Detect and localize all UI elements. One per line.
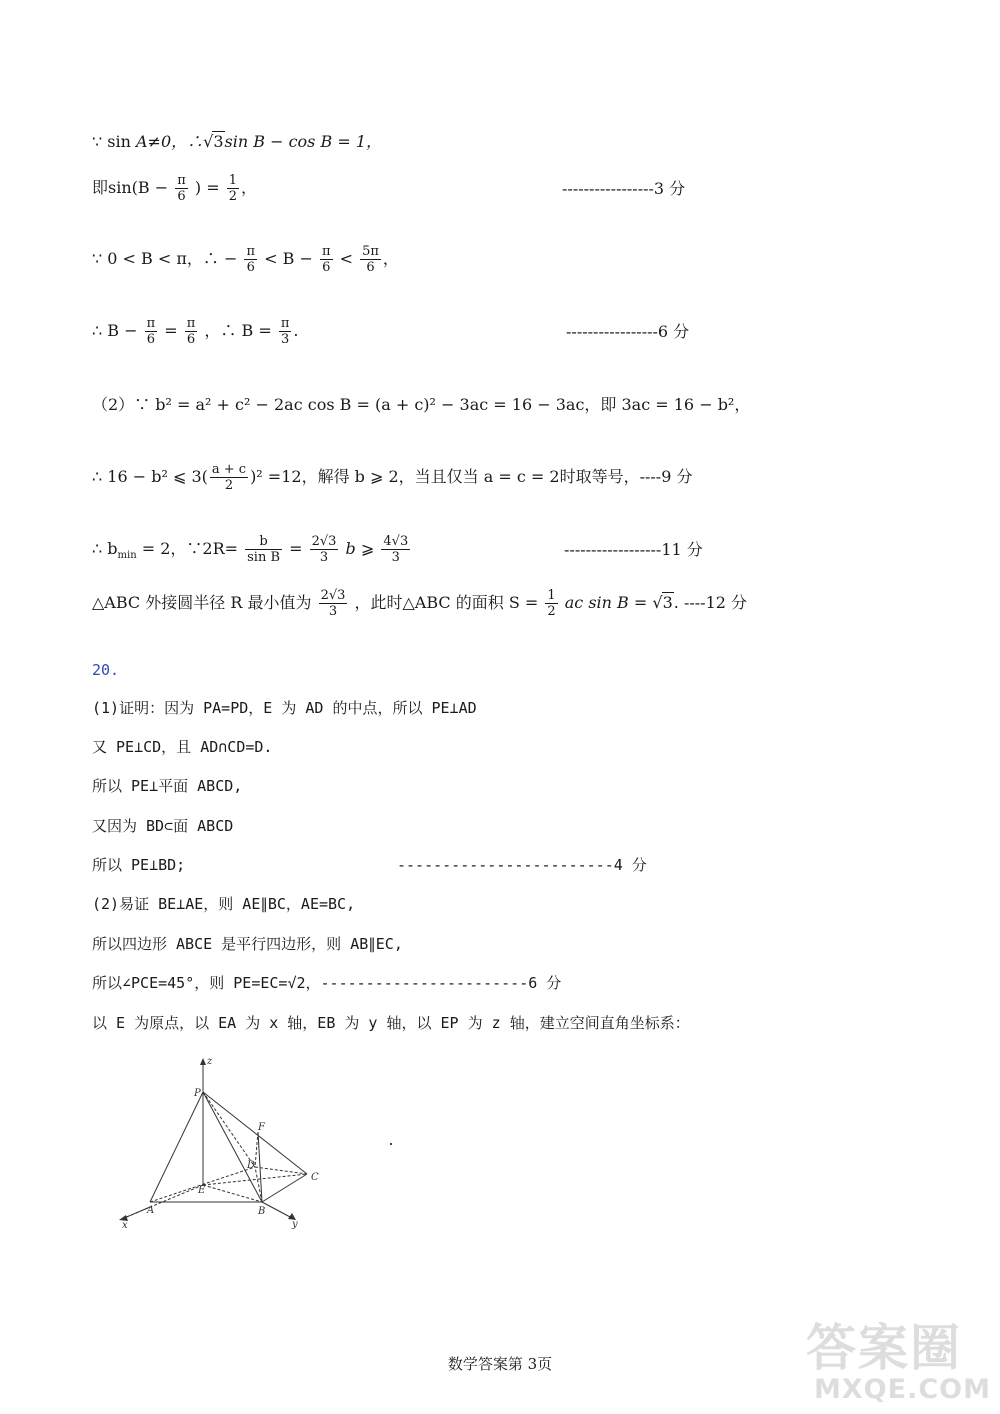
score-6: -----------------6 分 xyxy=(566,322,690,341)
text: . ----12 分 xyxy=(673,593,748,612)
q19-line-4 xyxy=(92,316,690,347)
edge-PB xyxy=(203,1092,262,1202)
label-x: x xyxy=(122,1220,128,1231)
fraction-pi-3 xyxy=(279,316,292,347)
q20-line-3: 所以 PE⊥平面 ABCD, xyxy=(92,777,243,795)
text: ∴ 16 − b² ⩽ 3( xyxy=(92,467,208,486)
numerator: π xyxy=(146,316,156,331)
fraction-pi-6 xyxy=(145,316,158,347)
text: ∵ sin xyxy=(92,132,136,151)
q19-line-6 xyxy=(92,462,692,493)
numerator: 5π xyxy=(362,244,379,259)
fraction-pi-6 xyxy=(185,316,198,347)
denominator: 6 xyxy=(186,332,196,347)
numerator: b xyxy=(245,534,282,550)
label-z: z xyxy=(207,1056,213,1067)
watermark-url: MXQE.COM xyxy=(814,1374,991,1405)
denominator: 6 xyxy=(177,189,186,204)
text: = xyxy=(164,321,178,340)
text: ac sin B = xyxy=(564,593,648,612)
edge-EB xyxy=(203,1185,262,1202)
label-B: B xyxy=(258,1206,266,1217)
label-P: P xyxy=(194,1088,201,1099)
text: ∵ 0 < B < π，∴ − xyxy=(92,249,238,268)
denominator: 2 xyxy=(228,189,237,204)
numerator: π xyxy=(186,316,196,331)
numerator: π xyxy=(321,244,331,259)
score-3: -----------------3 分 xyxy=(562,179,686,198)
text: = xyxy=(289,539,303,558)
question-number: 20. xyxy=(92,661,120,679)
z-arrow xyxy=(200,1058,206,1065)
text: ，∴ B = xyxy=(204,321,272,340)
q20-line-8 xyxy=(92,973,561,993)
sqrt-content: 3 xyxy=(213,132,224,151)
text: A≠0，∴ xyxy=(135,132,204,151)
pyramid-coordinate-figure xyxy=(110,1050,340,1235)
numerator: a + c xyxy=(211,462,247,477)
q19-line-2 xyxy=(92,173,686,204)
fraction-2sqrt3-over-3 xyxy=(319,588,348,619)
text: < xyxy=(339,249,353,268)
text: ⩾ xyxy=(360,539,375,558)
q19-line-5 xyxy=(92,395,750,415)
q19-line-3 xyxy=(92,244,399,275)
label-y: y xyxy=(292,1219,298,1230)
stray-dot xyxy=(390,1143,392,1145)
score-11: ------------------11 分 xyxy=(564,540,703,559)
score-4: ------------------------4 分 xyxy=(397,856,647,874)
text: 即sin(B − xyxy=(92,178,169,197)
fraction-2sqrt3-over-3 xyxy=(310,534,339,565)
numerator: 4√3 xyxy=(383,534,409,549)
fraction-b-over-sinB xyxy=(245,534,282,565)
fraction-pi-6 xyxy=(175,173,188,204)
page-footer: 数学答案第 3页 xyxy=(447,1355,553,1373)
q20-line-1: (1)证明：因为 PA=PD，E 为 AD 的中点，所以 PE⊥AD xyxy=(92,699,477,717)
numerator: π xyxy=(280,316,290,331)
numerator: 2√3 xyxy=(311,534,337,549)
denominator: 3 xyxy=(328,604,338,619)
q20-line-9: 以 E 为原点，以 EA 为 x 轴，EB 为 y 轴，以 EP 为 z 轴，建立空间直角坐标系： xyxy=(92,1014,690,1032)
text: ，此时△ABC 的面积 S = xyxy=(354,593,539,612)
numerator: 1 xyxy=(547,588,556,603)
edge-PA xyxy=(150,1092,203,1202)
edge-PD xyxy=(203,1092,255,1167)
text: sin B − cos B = 1， xyxy=(224,132,382,151)
q20-line-5 xyxy=(92,855,647,875)
sqrt-content: 3 xyxy=(662,593,673,612)
text: ∴ B − xyxy=(92,321,138,340)
denominator: 6 xyxy=(322,260,331,275)
numerator: 2√3 xyxy=(320,588,346,603)
label-E: E xyxy=(198,1185,206,1196)
text: 所以 PE⊥BD; xyxy=(92,856,186,874)
fraction-pi-6 xyxy=(320,244,333,275)
fraction-pi-6 xyxy=(244,244,257,275)
fraction-1-2 xyxy=(545,588,557,619)
q20-line-2: 又 PE⊥CD，且 AD∩CD=D. xyxy=(92,738,273,756)
text: 所以∠PCE=45°，则 PE=EC=√2， xyxy=(92,974,321,992)
denominator: 3 xyxy=(391,550,400,565)
denominator: 2 xyxy=(547,604,556,619)
y-axis xyxy=(262,1202,292,1218)
numerator: π xyxy=(246,244,256,259)
denominator: 6 xyxy=(246,260,255,275)
text: ∴ b xyxy=(92,539,118,558)
watermark-glyphs: 答案圈 xyxy=(806,1319,962,1377)
denominator: 2 xyxy=(224,478,234,493)
denominator: 6 xyxy=(146,332,156,347)
fraction-4sqrt3-over-3 xyxy=(381,534,410,565)
numerator: π xyxy=(177,173,186,188)
denominator: 6 xyxy=(366,260,375,275)
watermark-logo xyxy=(794,1308,994,1408)
subscript: min xyxy=(117,550,137,562)
denominator: 3 xyxy=(280,332,290,347)
q19-line-8: △ABC 外接圆半径 R 最小值为 $\frac{2√3}{3}$ ，此时△ABC 的面积 S = $\frac{1}{2}$ ac sin B = √3. ----12 分 xyxy=(92,588,748,619)
fraction-a-plus-c-over-2 xyxy=(210,462,248,493)
denominator: 3 xyxy=(319,550,329,565)
label-C: C xyxy=(311,1172,319,1183)
label-D: D xyxy=(247,1160,256,1171)
label-A: A xyxy=(147,1205,155,1216)
text: ， xyxy=(382,249,399,268)
q20-line-6: (2)易证 BE⊥AE，则 AE∥BC，AE=BC, xyxy=(92,895,356,913)
text: ， xyxy=(240,178,257,197)
text: ) = xyxy=(194,178,220,197)
score-6: -----------------------6 分 xyxy=(320,974,562,992)
text: . xyxy=(293,321,299,340)
text: b xyxy=(345,539,356,558)
fraction-5pi-6 xyxy=(360,244,381,275)
text: （2）∵ b² = a² + c² − 2ac cos B = (a + c)² − 3ac = 16 − 3ac，即 3ac = 16 − b²， xyxy=(92,395,751,414)
numerator: 1 xyxy=(228,173,237,188)
denominator: sin B xyxy=(247,550,281,565)
q20-line-4: 又因为 BD⊂面 ABCD xyxy=(92,817,234,835)
text: △ABC 外接圆半径 R 最小值为 xyxy=(92,593,312,612)
text: = 2，∵2R= xyxy=(141,539,239,558)
fraction-1-2 xyxy=(227,173,239,204)
q20-line-7: 所以四边形 ABCE 是平行四边形，则 AB∥EC, xyxy=(92,935,403,953)
edge-FD xyxy=(255,1132,258,1167)
q19-line-1: ∵ sin A≠0，∴√3sin B − cos B = 1， xyxy=(92,132,382,151)
text: < B − xyxy=(264,249,313,268)
text: )² =12，解得 b ⩾ 2，当且仅当 a = c = 2时取等号，----9 分 xyxy=(250,467,693,486)
label-F: F xyxy=(258,1122,265,1133)
q19-line-7 xyxy=(92,534,703,566)
